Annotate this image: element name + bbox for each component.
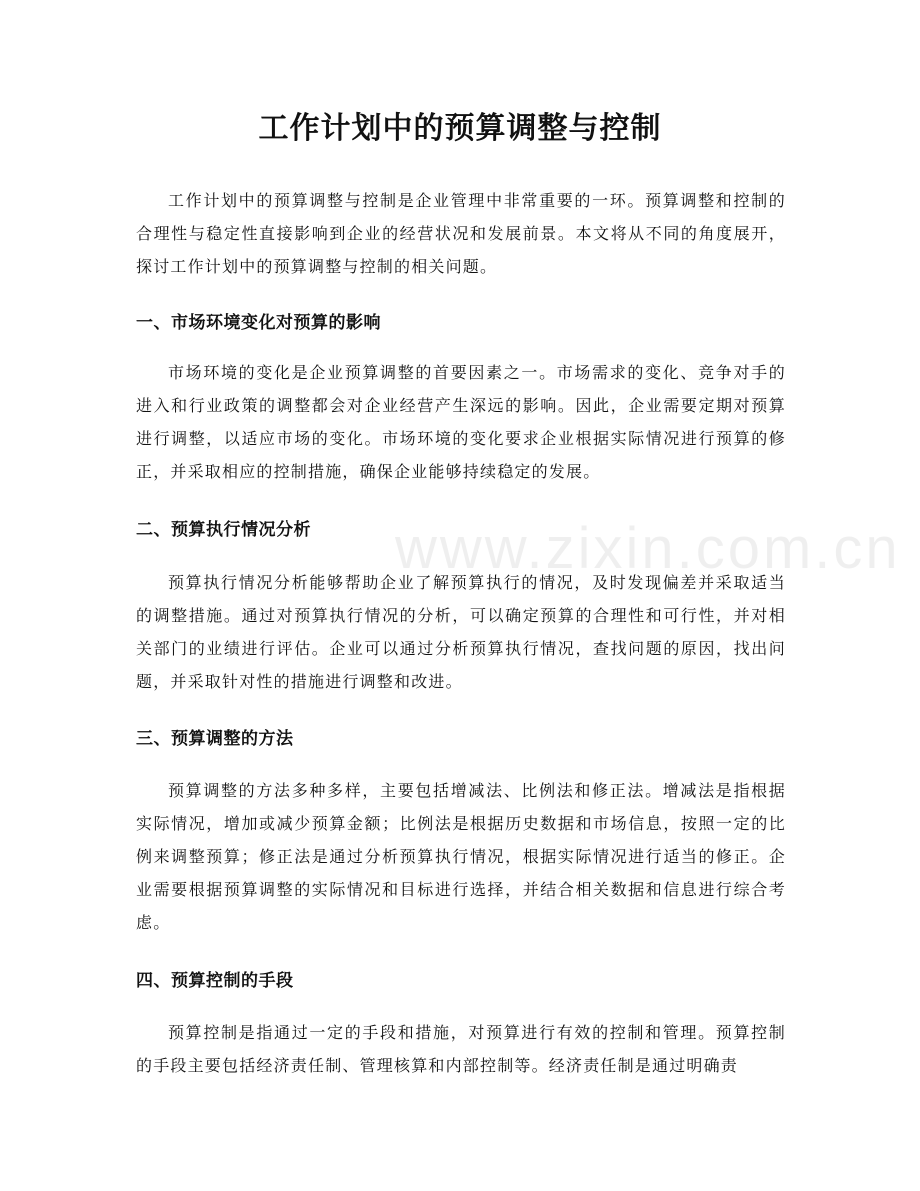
section-2-heading: 二、预算执行情况分析 <box>136 520 311 540</box>
section-4-paragraph: 预算控制是指通过一定的手段和措施，对预算进行有效的控制和管理。预算控制的手段主要包括经济责任制、管理核算和内部控制等。经济责任制是通过明确责 <box>136 1023 786 1075</box>
section-3-heading: 三、预算调整的方法 <box>136 729 294 749</box>
section-2-paragraph: 预算执行情况分析能够帮助企业了解预算执行的情况，及时发现偏差并采取适当的调整措施。通过对预算执行情况的分析，可以确定预算的合理性和可行性，并对相关部门的业绩进行评估。企业可以通过分析预算执行情况，查找问题的原因，找出问题，并采取针对性的措施进行调整和改进。 <box>136 573 786 691</box>
intro-paragraph: 工作计划中的预算调整与控制是企业管理中非常重要的一环。预算调整和控制的合理性与稳定性直接影响到企业的经营状况和发展前景。本文将从不同的角度展开，探讨工作计划中的预算调整与控制的相关问题。 <box>136 191 786 276</box>
section-4-heading: 四、预算控制的手段 <box>136 971 294 991</box>
section-1-paragraph: 市场环境的变化是企业预算调整的首要因素之一。市场需求的变化、竞争对手的进入和行业政策的调整都会对企业经营产生深远的影响。因此，企业需要定期对预算进行调整，以适应市场的变化。市场环境的变化要求企业根据实际情况进行预算的修正，并采取相应的控制措施，确保企业能够持续稳定的发展。 <box>136 363 786 481</box>
section-1-heading: 一、市场环境变化对预算的影响 <box>136 313 381 333</box>
document-title: 工作计划中的预算调整与控制 <box>258 111 662 146</box>
section-3-paragraph: 预算调整的方法多种多样，主要包括增减法、比例法和修正法。增减法是指根据实际情况，增加或减少预算金额；比例法是根据历史数据和市场信息，按照一定的比例来调整预算；修正法是通过分析预算执行情况，根据实际情况进行适当的修正。企业需要根据预算调整的实际情况和目标进行选择，并结合相关数据和信息进行综合考虑。 <box>136 781 786 932</box>
watermark: www.zixin.com.cn <box>395 516 901 581</box>
